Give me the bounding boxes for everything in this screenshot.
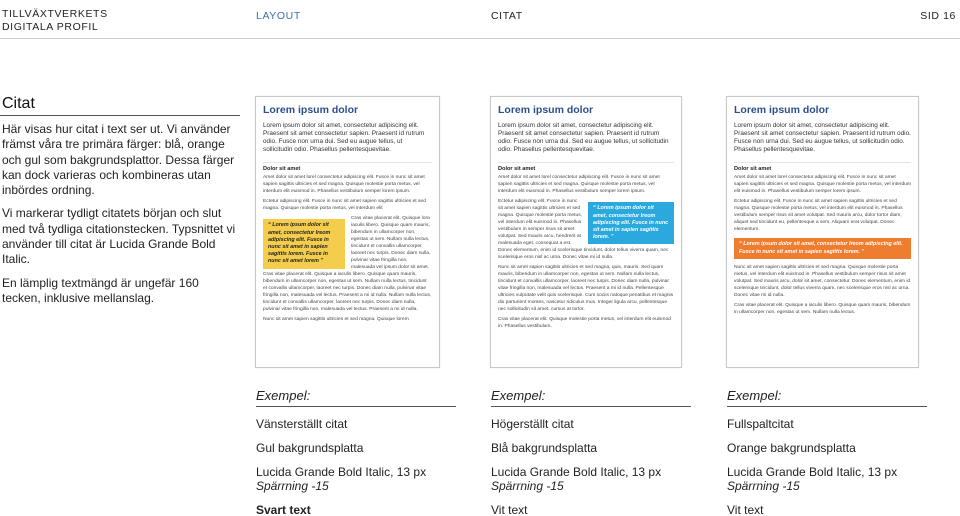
quote-text: Lorem ipsum dolor sit amet, consectetur lreom adipiscing elit. Fusce in nunc sit amet in sapien sagittis lorem. xyxy=(739,241,903,255)
brand-line-1: TILLVÄXTVERKETS xyxy=(2,8,108,20)
example-background: Blå bakgrundsplatta xyxy=(491,441,598,455)
preview-body-text: Cras vitae placerat elit. Quisque lora iaculis libero. Quisque quam mauris, bibendum in ullamcorper non, egestas ut sem. Nullam nulla lectus, tincidunt et convallis ullamcorper, laoreet nec turpis. Donec diam nulla, pulvinar vitae fringilla non, malesuada vel ipsum dolor sit amet. Cras vitae placerat elit. Quisque a iaculis libero. Quisque quam mauris, bibendum in ullamcorper non, egestas ut sem. Nullam nulla lectus, tincidunt et convallis ullamcorper, laoreet nec turpis. Donec diam nulla, pulvinar vitae fringilla non, malesuada vel lectus. Praesent a mi id nulla. Nullam nulla lectus, tincidunt et convallis ullamcorper, laoreet nec turpis. Donec diam nulla, pulvinar vitae fringilla non, malesuada vel lectus. Praesent a mi id nulla. xyxy=(263,216,432,313)
preview-right-quote xyxy=(490,96,682,368)
preview-body: Ectetur adipiscing elit. Fusce in nunc sit amet sapien sagittis ultricies et sed magna. Quisque molestie porta metus, vel interdum elit xyxy=(263,199,426,212)
preview-body-with-quote xyxy=(263,215,432,313)
example-heading: Exempel: xyxy=(727,388,782,403)
quote-plate-blue xyxy=(588,202,674,244)
example-spec-left xyxy=(256,388,456,516)
preview-body: Ectetur adipiscing elit. Fusce in nunc sit amet sapien sagittis ultricies et sed magna. Quisque molestie porta metus, vel interdum elit euismod in. Phasellus vestibulum semper risus sit amet volutpat. Sed mauris arcu, dolor tortor diam, aliquet sed tincidunt eu, pellentesque a sem. Aliquam erat volutpat. Donec elementum. xyxy=(734,199,903,233)
example-divider xyxy=(491,406,691,407)
preview-body-text: Ectetur adipiscing elit. Fusce in nunc sit amet sapien sagittis ultricies et sed magna. Quisque molestie porta metus, vel interdum elit euismod in. Phasellus vestibulum in semper risus sit amet volutpat. Sed mauris arcu, hendrerit at malesuada eget, consequat a est. Donec elementum, enim id scelerisque tincidunt, dolor tellus viverra quam, nec scelerisque eros nisl ac urna. Donec vitae mi id nulla. xyxy=(498,199,669,261)
example-font: Lucida Grande Bold Italic, 13 px xyxy=(256,465,427,479)
preview-full-quote xyxy=(726,96,919,368)
example-layout: Fullspaltcitat xyxy=(727,417,794,431)
preview-body: Amet dolor sit amet lorel consectetur adipiscing elit. Fusce in nunc sit amet sapien sagittis ultricies et sed magna. Quisque molestie porta metus, vel interdum elit euismod in. Phasellus vestibulum semper lorem ipsum. xyxy=(734,175,911,195)
preview-subhead: Dolor sit amet xyxy=(263,162,432,172)
intro-paragraph-2: Vi markerar tydligt citatets början och slut med två tydliga citationstecken. Typsnittet vi använder till citat är Lucida Grande Bold Italic. xyxy=(2,206,236,267)
brand-line-2: DIGITALA PROFIL xyxy=(2,21,99,33)
example-divider xyxy=(256,406,456,407)
quote-open-mark: “ xyxy=(268,222,271,229)
example-spec-middle xyxy=(491,388,691,516)
preview-body: Amet dolor sit amet lorel consectetur adipiscing elit. Fusce in nunc sit amet sapien sagittis ultricies et sed magna. Quisque molestie porta metus, vel interdum elit euismod in. Phasellus vestibulum semper lorem ipsum. xyxy=(498,175,660,195)
intro-paragraph-1: Här visas hur citat i text ser ut. Vi använder främst våra tre primära färger: blå, orange och gul som bakgrundsplattor. Dessa färger kan dock varieras och kombineras utan inbördes ordning. xyxy=(2,122,235,198)
section-label: LAYOUT xyxy=(256,10,301,22)
example-heading: Exempel: xyxy=(256,388,311,403)
example-divider xyxy=(727,406,927,407)
preview-body-with-quote xyxy=(734,238,911,258)
preview-body: Cras vitae placerat elit. Quisque molestie porta metus, vel interdum elit euismod in. Phasellus vestibulum. xyxy=(498,317,671,330)
preview-lead: Lorem ipsum dolor sit amet, consectetur adipiscing elit. Praesent sit amet consectetur sapien. Praesent id rutrum odio. Fusce non urna dui. Sed eu augue tellus, ut sollicitudin odio. Phasellus pellentesquevitae. xyxy=(263,122,425,154)
preview-title: Lorem ipsum dolor xyxy=(734,104,830,116)
example-text-color: Svart text xyxy=(256,503,311,516)
example-layout: Vänsterställt citat xyxy=(256,417,348,431)
example-text-color: Vit text xyxy=(727,503,764,516)
preview-body: Nunc sit amet sapien sagittis ultricies et sed magna. Quisque molestie porta metus, vel interdum elit euismod in. Phasellus vestibulum semper risus sit amet volutpat. Sed mauris arcu, dolor sit amet, consectetur. Donec elementum, enim id scelerisque tincidunt, dolor tellus viverra quam, nec scelerisque eros nisl ac urna. Donec vitae mi id nulla. xyxy=(734,264,911,298)
quote-open-mark: “ xyxy=(739,241,742,248)
quote-plate-yellow xyxy=(263,219,345,268)
example-heading: Exempel: xyxy=(491,388,546,403)
brand-name xyxy=(2,8,108,34)
preview-left-quote xyxy=(255,96,440,368)
example-text-color: Vit text xyxy=(491,503,528,516)
preview-lead: Lorem ipsum dolor sit amet, consectetur adipiscing elit. Praesent sit amet consectetur sapien. Praesent id rutrum odio. Fusce non urna dui. Sed eu augue tellus, ut sollicitudin odio. Phasellus pellentesquevitae. xyxy=(498,122,669,154)
preview-body: Nunc sit amet sapien sagittis ultricies et sed magna. Quisque lorem xyxy=(263,317,409,323)
preview-lead: Lorem ipsum dolor sit amet, consectetur adipiscing elit. Praesent sit amet consectetur sapien. Praesent id rutrum odio. Fusce non urna dui. Sed eu augue tellus, ut sollicitudin odio. Phasellus pellentesquevitae. xyxy=(734,122,911,154)
page-title: Citat xyxy=(2,95,35,112)
intro-paragraph-3: En lämplig textmängd är ungefär 160 tecken, inklusive mellanslag. xyxy=(2,275,199,305)
header-divider xyxy=(0,38,960,39)
preview-title: Lorem ipsum dolor xyxy=(263,104,359,116)
topic-label: CITAT xyxy=(491,10,523,22)
example-layout: Högerställt citat xyxy=(491,417,574,431)
quote-text: Lorem ipsum dolor sit amet, consectetur lreom adipiscing elit. Fusce in nunc sit amet in sapien sagittis lorem. Fusce in nunc sit amet lorem xyxy=(268,222,331,265)
example-spec-right xyxy=(727,388,927,516)
example-background: Orange bakgrundsplatta xyxy=(727,441,856,455)
example-font: Lucida Grande Bold Italic, 13 px xyxy=(727,465,898,479)
example-tracking: Spärrning -15 xyxy=(256,479,329,493)
example-tracking: Spärrning -15 xyxy=(727,479,800,493)
preview-body: Cras vitae placerat elit. Quisque a iaculis libero. Quisque quam mauris, bibendum in ullamcorper non, egestas ut sem. Nullam nulla lectus. xyxy=(734,302,911,315)
preview-body: Nunc sit amet sapien sagittis ultricies et sed magna, quis, mauris. Sed quam mauris, bibendum in ullamcorper non, egestas ut sem. Nullam nulla lectus, tincidunt et convallis ullamcorper, laoreet nec turpis. Donec diam nulla, pulvinar vitae fringilla non, malesuada vel lectus. Praesent a mi id nulla. Pellentesque ultricies vulputate velit quis scelerisque. Cum sociis natoque penatibus et magnis dis parturient montes, nascetur ridiculus mus. Integer ligula arcu, pellentesque nec sollicitudin sit amet, cursus at tortor. xyxy=(498,265,674,313)
preview-subhead: Dolor sit amet xyxy=(498,162,674,172)
example-font: Lucida Grande Bold Italic, 13 px xyxy=(491,465,662,479)
quote-open-mark: “ xyxy=(593,205,596,212)
example-background: Gul bakgrundsplatta xyxy=(256,441,364,455)
preview-body-with-quote xyxy=(498,198,674,261)
preview-subhead: Dolor sit amet xyxy=(734,162,911,172)
quote-text: Lorem ipsum dolor sit amet, consectetur lreom adipiscing elit. Fusce in nunc sit amet in sapien sagittis lorem. xyxy=(593,205,669,241)
example-tracking: Spärrning -15 xyxy=(491,479,564,493)
preview-body: Amet dolor sit amet lorel consectetur adipiscing elit. Fusce in nunc sit amet sapien sagittis ultricies et sed magna. Quisque molestie porta metus, vel interdum elit euismod in. Phasellus vestibulum semper lorem ipsum. xyxy=(263,175,425,195)
title-divider xyxy=(0,115,240,116)
quote-close-mark: ” xyxy=(610,234,614,241)
quote-close-mark: ” xyxy=(861,248,865,255)
page-number: SID 16 xyxy=(920,10,956,22)
quote-close-mark: ” xyxy=(320,258,324,265)
quote-plate-orange xyxy=(734,238,911,258)
intro-text xyxy=(2,122,238,314)
preview-title: Lorem ipsum dolor xyxy=(498,104,594,116)
